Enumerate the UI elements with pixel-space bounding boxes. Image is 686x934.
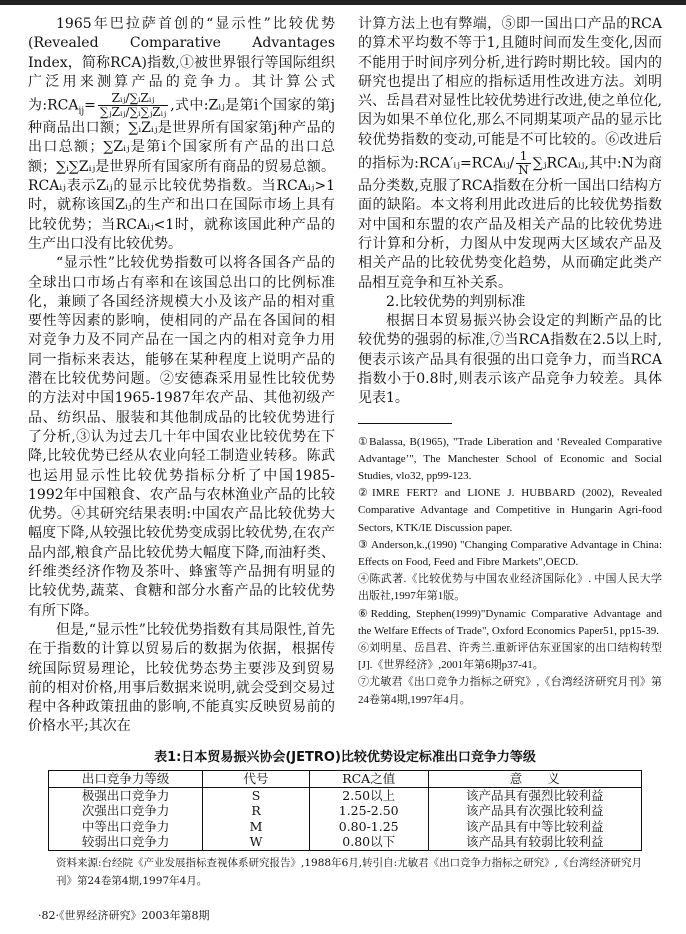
paragraph-rca-standardization: “显示性”比较优势指数可以将各国各产品的全球出口市场占有率和在该国总出口的比例标准化，兼顾了各国经济规模大小及该产品的相对重要性等因素的影响，使相同的产品在各国间的相对竞争力及不同产品在一国之内的相对竞争力用同一指标来表达，能够在某种程度上说明产品的潜在比较优势问题。②安德森采用显性比较优势的方法对中国1965-1987年农产品、其他初级产品、纺织品、服装和其他制成品的比较优势进行了分析,③认为过去几十年中国农业比较优势在下降,比较优势已经从农业向轻工制造业转移。陈武也运用显示性比较优势指标分析了中国1985-1992年中国粮食、农产品与农林渔业产品的比较优势。④其研究结果表明:中国农产品比较优势大幅度下降,从较强比较优势变成弱比较优势,在农产品内部,粮食产品比较优势大幅度下降,而油籽类、纤维类经济作物及茶叶、蜂蜜等产品拥有明显的比较优势,蔬菜、食糖和部分水畜产品的比较优势有所下降。 bbox=[28, 255, 335, 619]
table-title: 表1:日本贸易振兴协会(JETRO)比较优势设定标准出口竞争力等级 bbox=[154, 749, 536, 765]
table-row: 极强出口竞争力 S 2.50以上 该产品具有强烈比较利益 bbox=[49, 787, 642, 803]
footnote-separator bbox=[358, 423, 452, 424]
table-row: 次强出口竞争力 R 1.25-2.50 该产品具有次强比较利益 bbox=[49, 803, 642, 819]
page bbox=[0, 5, 686, 934]
footnote: ①Balassa, B(1965), "Trade Liberation and ‘Revealed Comparative Advantage’", The Manchester School of Economic and Social Studies, vlo32, pp99-123. bbox=[358, 435, 662, 483]
footnote: ⑥刘明星、岳昌君、许秀兰.重新评估东亚国家的出口结构转型[J].《世界经济》,2001年第6期p37-41。 bbox=[358, 642, 662, 672]
table-source: 资料来源:台经院《产业发展指标查视体系研究报告》,1988年6月,转引自:尤敏君《出口竞争力指标之研究》,《台湾经济研究月刊》第24卷第4期,1997年4月。 bbox=[56, 856, 642, 887]
competitiveness-table bbox=[48, 770, 642, 851]
footnote: ③ Anderson,k.,(1990) "Changing Comparative Advantage in China: Effects on Food, Feed and Fibre Markets",OECD. bbox=[358, 538, 662, 569]
improved-formula-fraction: $\frac{1}{N}$ bbox=[518, 149, 529, 178]
page-footer: ·82·《世界经济研究》2003年第8期 bbox=[38, 908, 210, 922]
table-row: 较弱出口竞争力 W 0.80以下 该产品具有较弱比较利益 bbox=[49, 834, 642, 850]
section-heading: 2.比较优势的判别标准 bbox=[386, 293, 526, 310]
table-header: 意 义 bbox=[428, 770, 642, 787]
right-column bbox=[358, 15, 662, 709]
footnote: ②IMRE FERT? and LIONE J. HUBBARD (2002), Revealed Comparative Advantage and Competitive in Hungarin Agri-food Sectors, KTK/IE Discussion paper. bbox=[358, 487, 662, 534]
footnote: ⑥Redding, Stephen(1999)"Dynamic Comparative Advantage and the Welfare Effects of Trade", Oxford Economics Paper51, pp15-39. bbox=[358, 607, 662, 637]
left-column bbox=[28, 15, 335, 737]
table-header: 出口竞争力等级 bbox=[49, 770, 203, 787]
footnote: ④陈武著.《比较优势与中国农业经济国际化》. 中国人民大学出版社,1997年第1版。 bbox=[358, 573, 662, 603]
table-header-row bbox=[49, 770, 642, 787]
paragraph-rca-limitations: 但是,“显示性”比较优势指数有其局限性,首先在于指数的计算以贸易后的数据为依据，根据传统国际贸易理论，比较优势态势主要涉及到贸易前的相对价格,用事后数据来说明,就会受到交易过程中各种政策扭曲的影响,不能真实反映贸易前的价格水平;其次在 bbox=[28, 621, 335, 735]
table-header: 代号 bbox=[203, 770, 310, 787]
paragraph-rca-improvement: 计算方法上也有弊端，⑤即一国出口产品的RCA的算术平均数不等于1,且随时间而发生变化,因而不能用于时间序列分析,进行跨时期比较。国内的研究也提出了相应的指标适用性改进方法。刘明兴、岳昌君对显性比较优势进行改进,使之单位化,因为如果不单位化,那么不同期某项产品的显示比较优势指数的变动,可能是不可比较的。⑥改进后的指标为:RCA′ᵢⱼ=RCAᵢⱼ/ $\frac{1}{N}$ ∑ⱼRCAᵢⱼ,其中:N为商品分类数,克服了RCA指数在分析一国出口结构方面的缺陷。本文将利用此改进后的比较优势指数对中国和东盟的农产品及相关产品的比较优势进行计算和分析，力图从中发现两大区域农产品及相关产品的比较优势变化趋势，从而确定此类产品相互竞争和互补关系。 bbox=[358, 16, 662, 291]
rca-formula-fraction: $\frac{\text{Zᵢⱼ/∑ᵢZᵢⱼ}}{\text{∑ⱼZᵢⱼ/∑ᵢ∑ⱼZᵢⱼ}}$ bbox=[99, 91, 167, 120]
footnotes bbox=[358, 434, 662, 709]
table-row: 中等出口竞争力 M 0.80-1.25 该产品具有中等比较利益 bbox=[49, 819, 642, 835]
footnote: ⑦尤敏君《出口竞争力指标之研究》,《台湾经济研究月刊》第24卷第4期,1997年4月。 bbox=[358, 676, 662, 706]
body-columns bbox=[28, 15, 662, 737]
paragraph-criteria: 根据日本贸易振兴协会设定的判断产品的比较优势的强弱的标准,⑦当RCA指数在2.5以上时,便表示该产品具有很强的出口竞争力，而当RCA指数小于0.8时,则表示该产品竞争力较差。具体见表1。 bbox=[358, 313, 662, 407]
paragraph-rca-definition: 1965年巴拉萨首创的“显示性”比较优势(Revealed Comparative Advantages Index，简称RCA)指数,①被世界银行等国际组织广泛用来测算产品的竞争力。其计算公式为$:RCA_{ij}=$ $\frac{\text{Zᵢⱼ/∑ᵢZᵢⱼ}}{\text{∑ⱼZᵢⱼ/∑ᵢ∑ⱼZᵢⱼ}}$ ,式中:Zᵢⱼ是第i个国家的第j种商品出口额；∑ᵢZᵢⱼ是世界所有国家第j种产品的出口总额；∑Zᵢⱼ是第i个国家所有产品的出口总额；∑ᵢ∑Zᵢⱼ是世界所有国家所有商品的贸易总额。RCAᵢⱼ表示Zᵢⱼ的显示比较优势指数。当RCAᵢⱼ>1时，就称该国Zᵢⱼ的生产和出口在国际市场上具有比较优势；当RCAᵢⱼ<1时，就称该国此种产品的生产出口没有比较优势。 bbox=[28, 16, 335, 252]
table-header: RCA之值 bbox=[309, 770, 428, 787]
